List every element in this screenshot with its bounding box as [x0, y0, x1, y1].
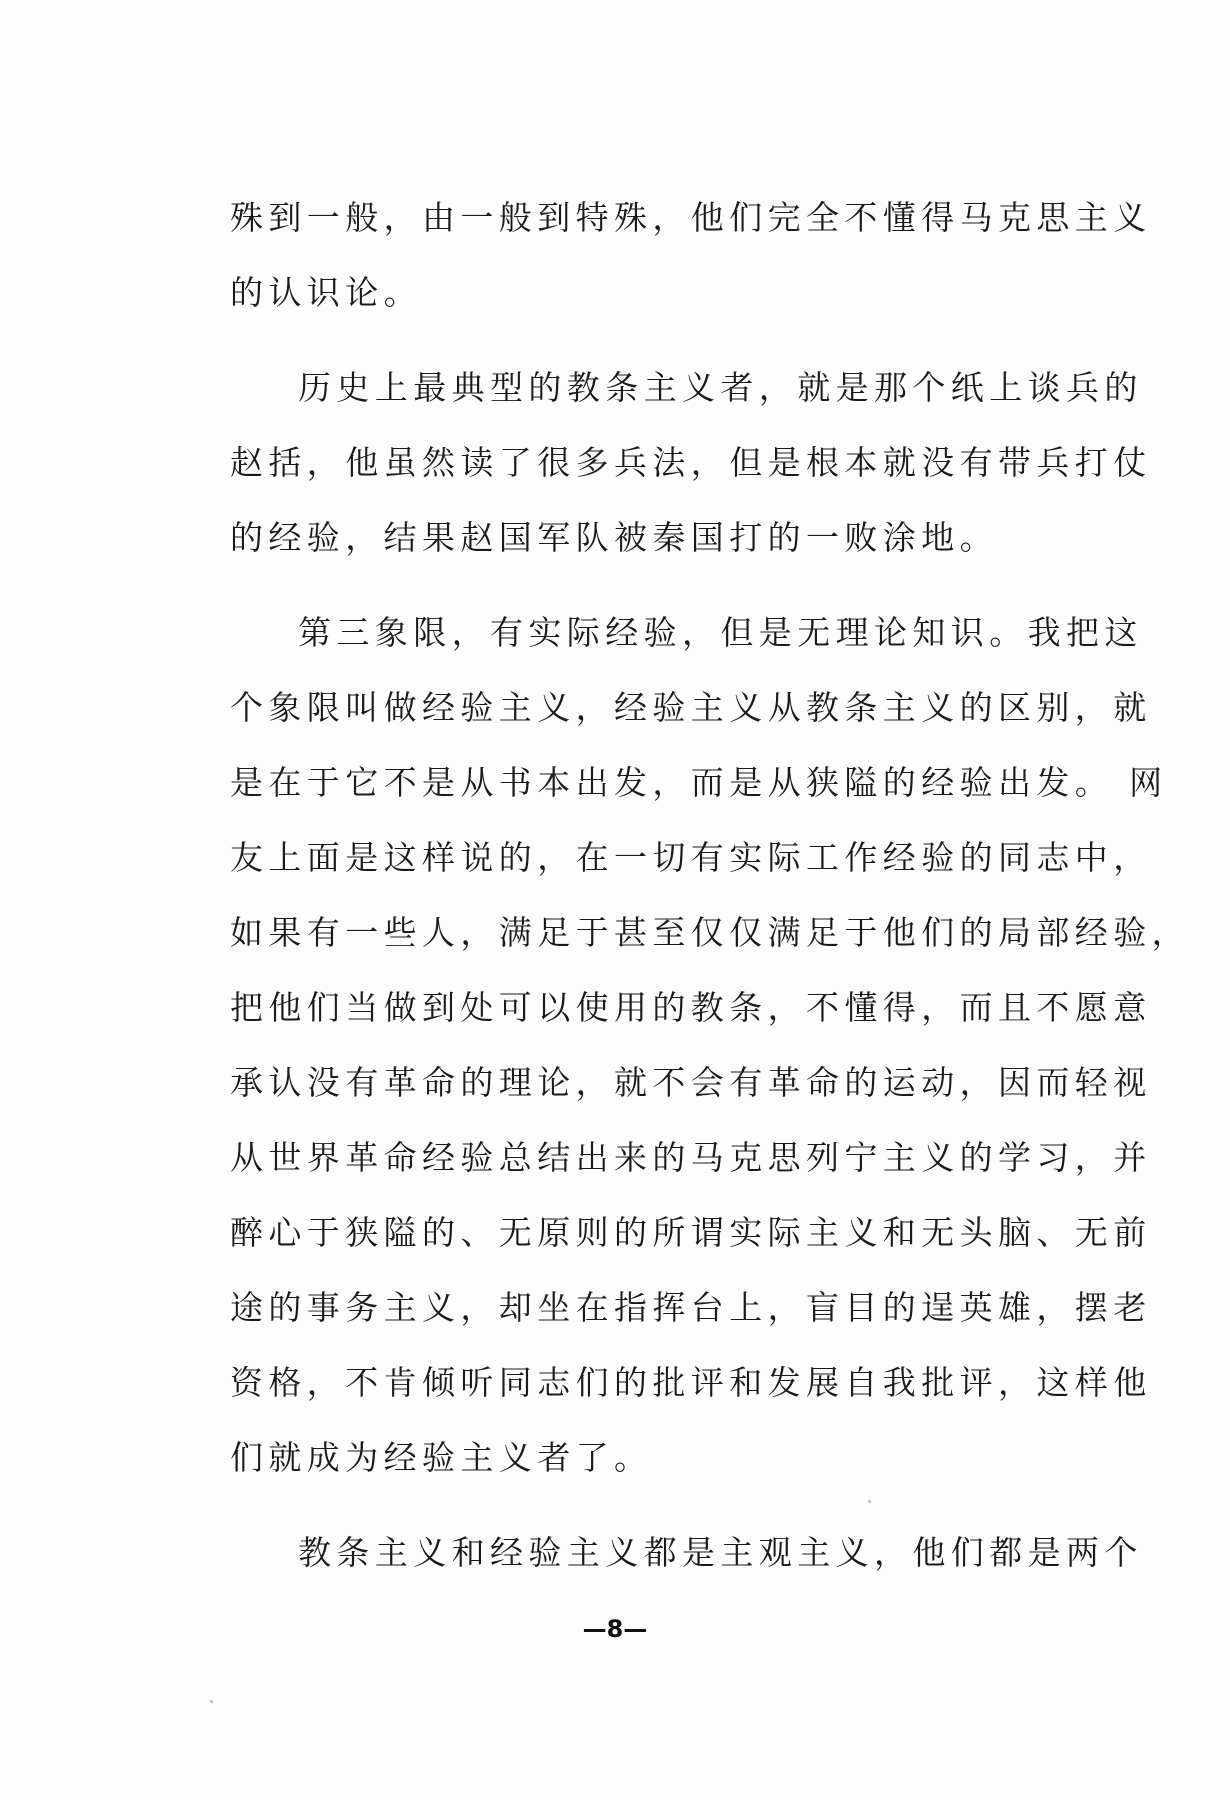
paragraph [230, 595, 1190, 1495]
text-line: 的经验，结果赵国军队被秦国打的一败涂地。 [230, 518, 998, 557]
text-line: 历史上最典型的教条主义者，就是那个纸上谈兵的 [298, 368, 1143, 407]
text-line: 醉心于狭隘的、无原则的所谓实际主义和无头脑、无前 [230, 1213, 1152, 1252]
text-line: 个象限叫做经验主义，经验主义从教条主义的区别，就 [230, 688, 1152, 727]
text-line: 友上面是这样说的，在一切有实际工作经验的同志中， [230, 838, 1152, 877]
text-line: 承认没有革命的理论，就不会有革命的运动，因而轻视 [230, 1063, 1152, 1102]
text-line: 资格，不肯倾听同志们的批评和发展自我批评，这样他 [230, 1363, 1152, 1402]
text-line: 如果有一些人，满足于甚至仅仅满足于他们的局部经验， [230, 913, 1190, 952]
text-line: 们就成为经验主义者了。 [230, 1438, 653, 1477]
scan-speck [210, 1700, 213, 1703]
text-line: 的认识论。 [230, 273, 422, 312]
text-line: 从世界革命经验总结出来的马克思列宁主义的学习，并 [230, 1138, 1152, 1177]
paragraph [230, 180, 1152, 330]
paragraph [230, 1515, 1143, 1590]
text-line: 途的事务主义，却坐在指挥台上，盲目的逞英雄，摆老 [230, 1288, 1152, 1327]
text-line: 殊到一般，由一般到特殊，他们完全不懂得马克思主义 [230, 198, 1152, 237]
text-line: 赵括，他虽然读了很多兵法，但是根本就没有带兵打仗 [230, 443, 1152, 482]
paragraph [230, 350, 1152, 575]
page-number: —8— [582, 1615, 648, 1643]
text-line: 教条主义和经验主义都是主观主义，他们都是两个 [298, 1533, 1143, 1572]
text-line: 是在于它不是从书本出发，而是从狭隘的经验出发。 网 [230, 763, 1168, 802]
text-line: 第三象限，有实际经验，但是无理论知识。我把这 [298, 613, 1143, 652]
body-text [230, 180, 1190, 1590]
text-line: 把他们当做到处可以使用的教条，不懂得，而且不愿意 [230, 988, 1152, 1027]
scan-speck [868, 1500, 871, 1503]
